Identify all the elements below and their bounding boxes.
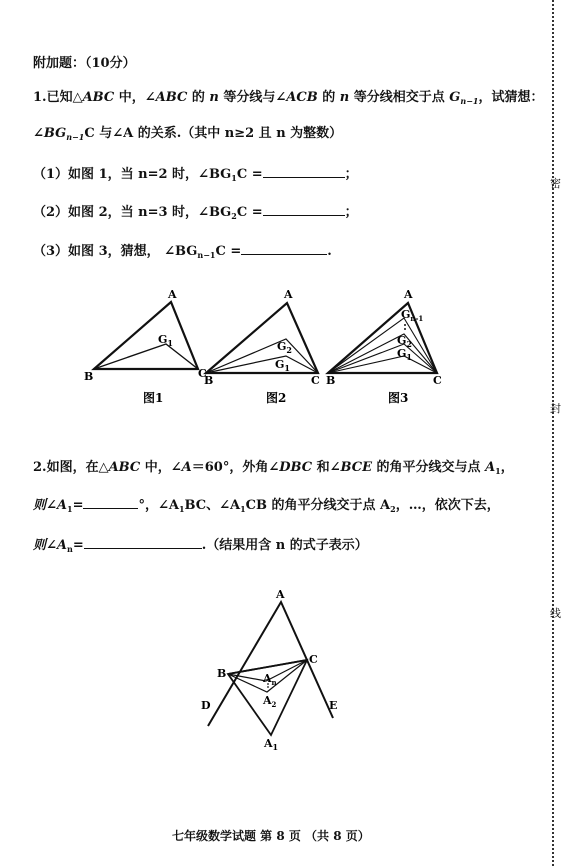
fig4-label-A1: $A_1$: [264, 737, 279, 752]
fig1-label-G1: $G_1$: [158, 333, 173, 348]
fig3-label-C: C: [433, 374, 442, 387]
q1-intro: 1.已知△ABC 中，∠ABC 的 n 等分线与∠ACB 的 n 等分线相交于点 $G_{n-1}$，试猜想：: [33, 90, 544, 106]
binding-mark-seal: 密: [550, 177, 561, 190]
fig2-label-A: A: [284, 288, 293, 301]
q1-relation-line: $\angle BG_{n-1}C$ 与∠A 的关系.（其中 n≥2 且 n 为整数）: [33, 126, 343, 142]
fig2-label-C: C: [311, 374, 320, 387]
q2-line3: 则$\angle A_n=$ .（结果用含 n 的式子表示）: [33, 538, 368, 554]
fig4-label-C: C: [309, 653, 318, 666]
q1-part1: （1）如图 1，当 n=2 时，$\angle BG_1C$ = ；: [33, 167, 358, 183]
fig3-caption: 图3: [388, 391, 409, 405]
answer-blank-4[interactable]: [83, 497, 138, 509]
fig2-label-G2: $G_2$: [277, 340, 292, 355]
q1-part2: （2）如图 2，当 n=3 时，$\angle BG_2C$ = ；: [33, 205, 358, 221]
fig3-label-Gn: $G_{n-1}$: [401, 308, 424, 323]
fig3-label-A: A: [404, 288, 413, 301]
q2-line2: 则$\angle A_1=$ °，$\angle A_1BC$、$\angle A_1CB$ 的角平分线交于点 $A_2$，…，依次下去，: [33, 498, 500, 514]
answer-blank-5[interactable]: [84, 537, 202, 549]
fig3-label-G1: $G_1$: [397, 347, 412, 362]
fig4-label-An: $A_n$: [263, 672, 277, 687]
fig2-label-B: B: [204, 374, 214, 387]
fig1-label-A: A: [168, 288, 177, 301]
q2-intro: 2.如图，在△ABC 中，∠A＝60°，外角∠DBC 和∠BCE 的角平分线交与点 $A_1$，: [33, 460, 514, 476]
fig3-label-G2: $G_2$: [397, 334, 412, 349]
fig2-label-G1: $G_1$: [275, 358, 290, 373]
binding-mark-line: 线: [550, 607, 561, 620]
fig3-label-B: B: [326, 374, 336, 387]
fig1-label-B: B: [84, 370, 94, 383]
fig4-label-A2: $A_2$: [263, 694, 277, 709]
section-title: 附加题：（10分）: [33, 56, 136, 71]
fig1-caption: 图1: [143, 391, 164, 405]
fig1-label-C: C: [198, 367, 207, 380]
fig2-caption: 图2: [266, 391, 287, 405]
q1-part3: （3）如图 3，猜想， $\angle BG_{n-1}C$ = .: [33, 244, 332, 260]
binding-mark-close: 封: [550, 402, 561, 415]
fig4-label-E: E: [329, 699, 338, 712]
page-footer: 七年级数学试题 第 8 页 （共 8 页）: [172, 829, 370, 843]
fig4-label-D: D: [201, 699, 211, 712]
fig4-label-A: A: [276, 588, 285, 601]
fig4-label-B: B: [217, 667, 227, 680]
